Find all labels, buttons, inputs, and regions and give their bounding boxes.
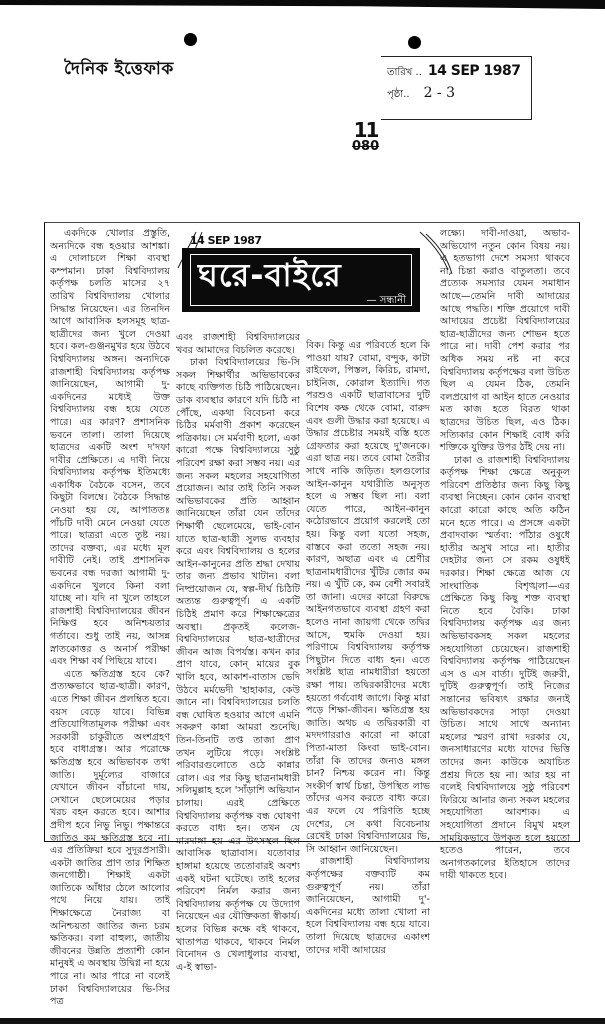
stamp-date-value: 14 SEP 1987 <box>427 63 521 79</box>
stamp-page-label: পৃষ্ঠা.. <box>387 89 410 100</box>
article-column-3 <box>306 340 430 956</box>
file-mark-number: 080 <box>352 139 380 154</box>
stamp-page-value: 2 - 3 <box>423 85 456 101</box>
article-headline: ঘরে-বাইরে <box>198 256 342 294</box>
headline-banner <box>182 248 420 312</box>
paragraph: ঢাকা ও রাজশাহী বিশ্ববিদ্যালয় কর্তৃপক্ষ শিক্ষা ক্ষেত্রে অনুকূল পরিবেশ প্রতিষ্ঠার জন্য কিছু কিছু ব্যবস্থা নিচ্ছেন। কোন কোন ব্যবস্থা কারো কারো কাছে অতি কঠিন মনে হতে পারে। এ প্রসঙ্গে একটা প্রবাদবাক্য স্মর্তব্য: পাঁঠার ওষুধে হাতীর অসুখ সারে না। হাতীর দেহটার জন্য সে রকম ওষুধই দরকার। শিক্ষা ক্ষেত্রে আজ যে সাংঘাতিক বিশৃঙ্খলা—এর প্রেক্ষিতে কিছু কিছু শক্ত ব্যবস্থা নিতে হবে বৈকি। ঢাকা বিশ্ববিদ্যালয় কর্তৃপক্ষ এর জন্য অভিভাবকসহ সকল মহলের সহযোগিতা চেয়েছেন। রাজশাহী বিশ্ববিদ্যালয় কর্তৃপক্ষ পাঠিয়েছেন এস ও এস বার্তা। দুটিই জরুরী, দুটিই গুরুত্বপূর্ণ। তাই নিজের সন্তানের ভবিষ্যৎ রক্ষার জন্যই অভিভাবকদের সাড়া দেওয়া উচিত। সাথে সাথে অন্যান্য মহলের স্মরণ রাখা দরকার যে, জনসাধারণের মধ্যে যাদের ভিত্তি তাদের জন্য কাউকে অযাচিত প্রশ্রয় দিতে হয় না। আর হয় না বলেই বিশ্ববিদ্যালয়ে সুষ্ঠু পরিবেশ ফিরিয়ে আনার জন্য সকল মহলের সহযোগিতা আবশ্যক। এ সহযোগিতা প্রদানে বিমুখ মহল সাময়িকভাবে উপকৃত হলে হয়তো হতেও পারেন, তবে অনাগতকালের ইতিহাসে তাদের দায়ী থাকতে হবে। <box>440 454 570 882</box>
paragraph: একদিকে খোলার প্রস্তুতি, অন্যদিকে বন্ধ হওয়ার আশঙ্কা। এ দোলাচলে শিক্ষা ব্যবস্থা কম্পমান। ঢাকা বিশ্ববিদ্যালয় কর্তৃপক্ষ চলতি মাসের ২৭ তারিখ বিশ্ববিদ্যালয় খোলার সিদ্ধান্ত নিয়েছেন। এর তিনদিন আগে আবাসিক হলসমূহ ছাত্র-ছাত্রীদের জন্য খুলে দেওয়া হবে। কল-গুঞ্জনমুখর হয়ে উঠবে বিশ্ববিদ্যালয় অঙ্গন। অন্যদিকে রাজশাহী বিশ্ববিদ্যালয় কর্তৃপক্ষ জানিয়েছেন, আগামী দু-একদিনের মধ্যেই উক্ত বিশ্ববিদ্যালয় বন্ধ হয়ে যেতে পারে। এর কারণ? প্রশাসনিক ভবনে তালা। তালা দিয়েছে ছাত্রদের একটি অংশ দ'দফা দাবীর প্রেক্ষিতে। এ দাবী নিয়ে বিশ্ববিদ্যালয় কর্তৃপক্ষ ইতিমধ্যে একাধিক বৈঠকে বসেন, তবে কিছুটা বিলম্বে। বৈঠকে সিদ্ধান্ত নেওয়া হয় যে, আপাততঃ পাঁচটি দাবী মেনে নেওয়া যেতে পারে। ছাত্ররা এতে তুষ্ট নয়। তাদের বক্তব্য, এর মধ্যে মূল দাবীটি নেই। তাই প্রশাসনিক ভবনের বন্ধ দরজা আগামী দু-একদিনে খুলবে কিনা বলা যাচ্ছে না। যদি না খুলে তাহলে রাজশাহী বিশ্ববিদ্যালয়ের জীবন নিক্ষিপ্ত হবে অনিশ্চয়তার গর্তাবে। শুধু তাই নয়, আসন্ন স্নাতকোত্তর ও অনার্স পরীক্ষা এবং শিক্ষা বর্ষ পিছিয়ে যাবে। <box>50 228 170 668</box>
paragraph: রাজশাহী বিশ্ববিদ্যালয় কর্তৃপক্ষের বক্তব্যটি কম গুরুত্বপূর্ণ নয়। তাঁরা জানিয়েছেন, আগামী দু'-একদিনের মধ্যে তালা খোলা না হলে বিশ্ববিদ্যালয় বন্ধ হয়ে যাবে। তালা দিয়েছে ছাত্রদের একাংশ তাদের দাবী আদায়ের <box>306 856 430 956</box>
paragraph: লক্ষ্যে। দাবী-দাওয়া, অভাব-অভিযোগ নতুন কোন বিষয় নয়। এ হতভাগা দেশে সমস্যা থাকবে না, চিন্তা করাও বাতুলতা। তবে প্রত্যেক সমস্যার যেমন সমাধান আছে—তেমনি দাবী আদায়ের আছে পদ্ধতি। শক্তি প্রয়োগে দাবী আদায়ের প্রচেষ্টা বিশ্ববিদ্যালয়ের ছাত্র-ছাত্রীদের জন্য শোভন হতে পারে না। দাবী পেশ করার পর অধিক সময় নষ্ট না করে বিশ্ববিদ্যালয় কর্তৃপক্ষের বলা উচিত ছিল এ যেমন ঠিক, তেমনি বলপ্রয়োগ বা আইন হাতে নেওয়ার মত কাজ হতে বিরত থাকা ছাত্রদের উচিত ছিল, এও ঠিক। সত্যিকার কোন শিক্ষাই বোধ করি শক্তিকে যুক্তির উপর ঠাঁই দেয় না। <box>440 228 570 454</box>
article-date-stamp: 14 SEP 1987 <box>190 234 262 247</box>
file-mark-symbol: 11 <box>353 118 378 142</box>
article-byline: — সন্ধানী <box>366 295 406 306</box>
scan-bottom-edge <box>0 1018 605 1024</box>
clipping-cut-lines <box>0 0 605 400</box>
newspaper-masthead: দৈনিক ইত্তেফাক <box>64 59 174 79</box>
stamp-date-label: তারিখ .. <box>387 67 422 78</box>
paragraph: এতে ক্ষতিগ্রস্ত হবে কে? প্রত্যক্ষভাবে ছাত্র-ছাত্রী। কারণ, এতে শিক্ষা জীবন প্রলম্বিত হবে। বয়স বেড়ে যাবে। বিভিন্ন প্রতিযোগিতামূলক পরীক্ষা এবং সরকারী চাকুরীতে অংশগ্রহণ হবে বাধাগ্রস্ত। আর পরোক্ষে ক্ষতিগ্রস্ত হবে অভিভাবক তথা জাতি। দুর্মূল্যের বাজারে যেখানে জীবন বাঁচানো দায়, সেখানে ছেলেমেয়ের পড়ার খরচ বহন করতে হবে। আশার প্রদীপ হবে নিভু নিভু। পক্ষান্তরে জাতিও কম ক্ষতিগ্রস্ত হবে না। এর প্রতিক্রিয়া হবে সুদূরপ্রসারী। একটা জাতির প্রাণ তার শিক্ষিত জনগোষ্ঠী। শিক্ষাই একটা জাতিকে আঁধার ঠেলে আলোর পথে নিয়ে যায়। তাই শিক্ষাক্ষেত্রে নৈরাজ্য বা অনিশ্চয়তা জাতির জন্য চরম ক্ষতিকর। বলা বাহুল্য, জাতীয় জীবনের উন্নতি প্রত্যাশী কোন মানুষই এ অবস্থায় উদ্বিগ্ন না হয়ে পারে না। আর পারে না বলেই ঢাকা বিশ্ববিদ্যালয়ের ভি-সির পত্র <box>50 668 170 1008</box>
paragraph: এবং রাজশাহী বিশ্ববিদ্যালয়ের খবর আমাদের বিচলিত করেছে। <box>176 332 300 356</box>
paragraph: ঢাকা বিশ্ববিদ্যালয়ের ভি-সি সকল শিক্ষার্থীর অভিভাবকের কাছে ব্যক্তিগত চিঠি পাঠিয়েছেন। ডাক ব্যবস্থার কারণে যদি চিঠি না পৌঁছে, একথা বিবেচনা করে চিঠির মর্মবাণী প্রকাশ করেছেন পত্রিকায়। সে মর্মবাণী হলো, একা কারো পক্ষে বিশ্ববিদ্যালয়ে সুষ্ঠু পরিবেশ রক্ষা করা সম্ভব নয়। এর জন্য সকল মহলের সহযোগিতা প্রয়োজন। আর তাই তিনি সকল অভিভাবকের প্রতি আহ্বান জানিয়েছেন তাঁরা যেন তাঁদের শিক্ষার্থী ছেলেমেয়ে, ভাই-বোন যাতে ছাত্র-ছাত্রী সুলভ ব্যবহার করে এবং বিশ্ববিদ্যালয় ও হলের আইন-কানুনের প্রতি শ্রদ্ধা দেখায় তার জন্য প্রভাব খাটান। বলা নিষ্প্রয়োজন যে, স্বল্প-দীর্ঘ চিঠিটি অত্যন্ত গুরুত্বপূর্ণ। এ একটি চিঠিই প্রমাণ করে শিক্ষাক্ষেত্রের অবস্থা। প্রকৃতই কলেজ-বিশ্ববিদ্যালয়ের ছাত্র-ছাত্রীদের জীবন আজ বিপর্যস্ত। কখন কার প্রাণ যাবে, কোন্ মায়ের বুক খালি হবে, আকাশ-বাতাস ভেদি উঠবে মর্মভেদী 'হাহাকার, কেউ জানে না। বিশ্ববিদ্যালয়ের চলতি বন্ধ ঘোষিত হওয়ার আগে এমনি সকরুণ কান্না আমরা শুনেছি। তিন-তিনটি তপ্ত তাজা প্রাণ তখন লুটিয়ে পড়ে। সংশ্লিষ্ট পরিবারগুলোতে ওঠে কান্নার রোল। এর পর কিছু ছাত্রনামধারী সলিমুল্লাহ হলে 'সাঁড়াশি অভিযান চালায়। এরই প্রেক্ষিতে বিশ্ববিদ্যালয় কর্তৃপক্ষ বন্ধ ঘোষণা করতে বাধ্য হন। তখন যে মারদাঙ্গা হয় এর উৎসস্থল ছিল আবাসিক ছাত্রাবাস। যতোবার হাঙ্গামা হয়েছে ততোবারই অবশ্য একই ঘটনা ঘটেছে। তাই হলের পরিবেশ নির্মল করার জন্য বিশ্ববিদ্যালয় কর্তৃপক্ষ যে উদ্যোগ নিয়েছেন এর যৌক্তিকতা স্বীকার্য। হলের বিভিন্ন কক্ষে বই থাকবে, খাতাপত্র থাকবে, থাকবে নির্মল বিনোদন ও খেলাধুলার ব্যবস্থা, এ-ই স্বাভা- <box>176 357 300 973</box>
paragraph: বিক। কিন্তু এর পরিবর্তে হলে কি পাওয়া যায়? বোমা, বন্দুক, কাটা রাইফেল, পিস্তল, কিরিচ, রামদা, চাইনিজ, কোরাল ইত্যাদি। গত পরশুও একটি ছাত্রাবাসের দুটি বিশেষ কক্ষ থেকে বোমা, বারুদ এবং গুলী উদ্ধার করা হয়েছে। এ উদ্ধার প্রচেষ্টার সময়ই বস্তি হতে গ্রেফতার করা হয়েছে দু'জনকে। এরা ছাত্র নয়। তবে বোমা তৈরীর সাথে নাকি জড়িত। হলগুলোর আইন-কানুন যথারীতি অনুসৃত হলে এ সম্ভব ছিল না। বলা যেতে পারে, আইন-কানুন কঠোরভাবে প্রয়োগ করলেই তো হয়। কিন্তু বলা যতো সহজ, বাস্তবে করা ততো সহজ নয়। কারণ, অছাত্র এবং এ শ্রেণীর ছাত্রনামধারীদের খুঁটির জোর কম নয়। এ খুঁটি কে, কম বেশী সবারই তা জানা। এদের কারো বিরুদ্ধে আইনগতভাবে ব্যবস্থা গ্রহণ করা হলেও নানা জায়গা থেকে তদ্বির আসে, হুমকি দেওয়া হয়। পরিণামে বিশ্ববিদ্যালয় কর্তৃপক্ষ পিছুটান দিতে বাধ্য হন। এতে সংশ্লিষ্ট ছাত্র নামধারীরা হয়তো রক্ষা পায়। তদ্বিরকারীদের মধ্যে হয়তো গর্ববোধ জাগে। কিন্তু মারা পড়ে শিক্ষা-জীবন। ক্ষতিগ্রস্ত হয় জাতি। অথচ এ তদ্বিরকারী বা মদদগাররাও কারো না কারো পিতা-মাতা কিংবা ভাই-বোন। তাঁরা কি তাদের জন্যও মঙ্গল চান? নিশ্চয় করেন না। কিন্তু সংকীর্ণ স্বার্থ চিন্তা, উপস্থিত লাভ তাঁদের এসব করতে বাধ্য করে। এর ফলে যে পরিণতি হচ্ছে দেশের, সে কথা বিবেচনায় রেখেই ঢাকা বিশ্ববিদ্যালয়ের ভি, সি আহ্বান জানিয়েছেন। <box>306 340 430 855</box>
article-column-2 <box>176 332 300 973</box>
